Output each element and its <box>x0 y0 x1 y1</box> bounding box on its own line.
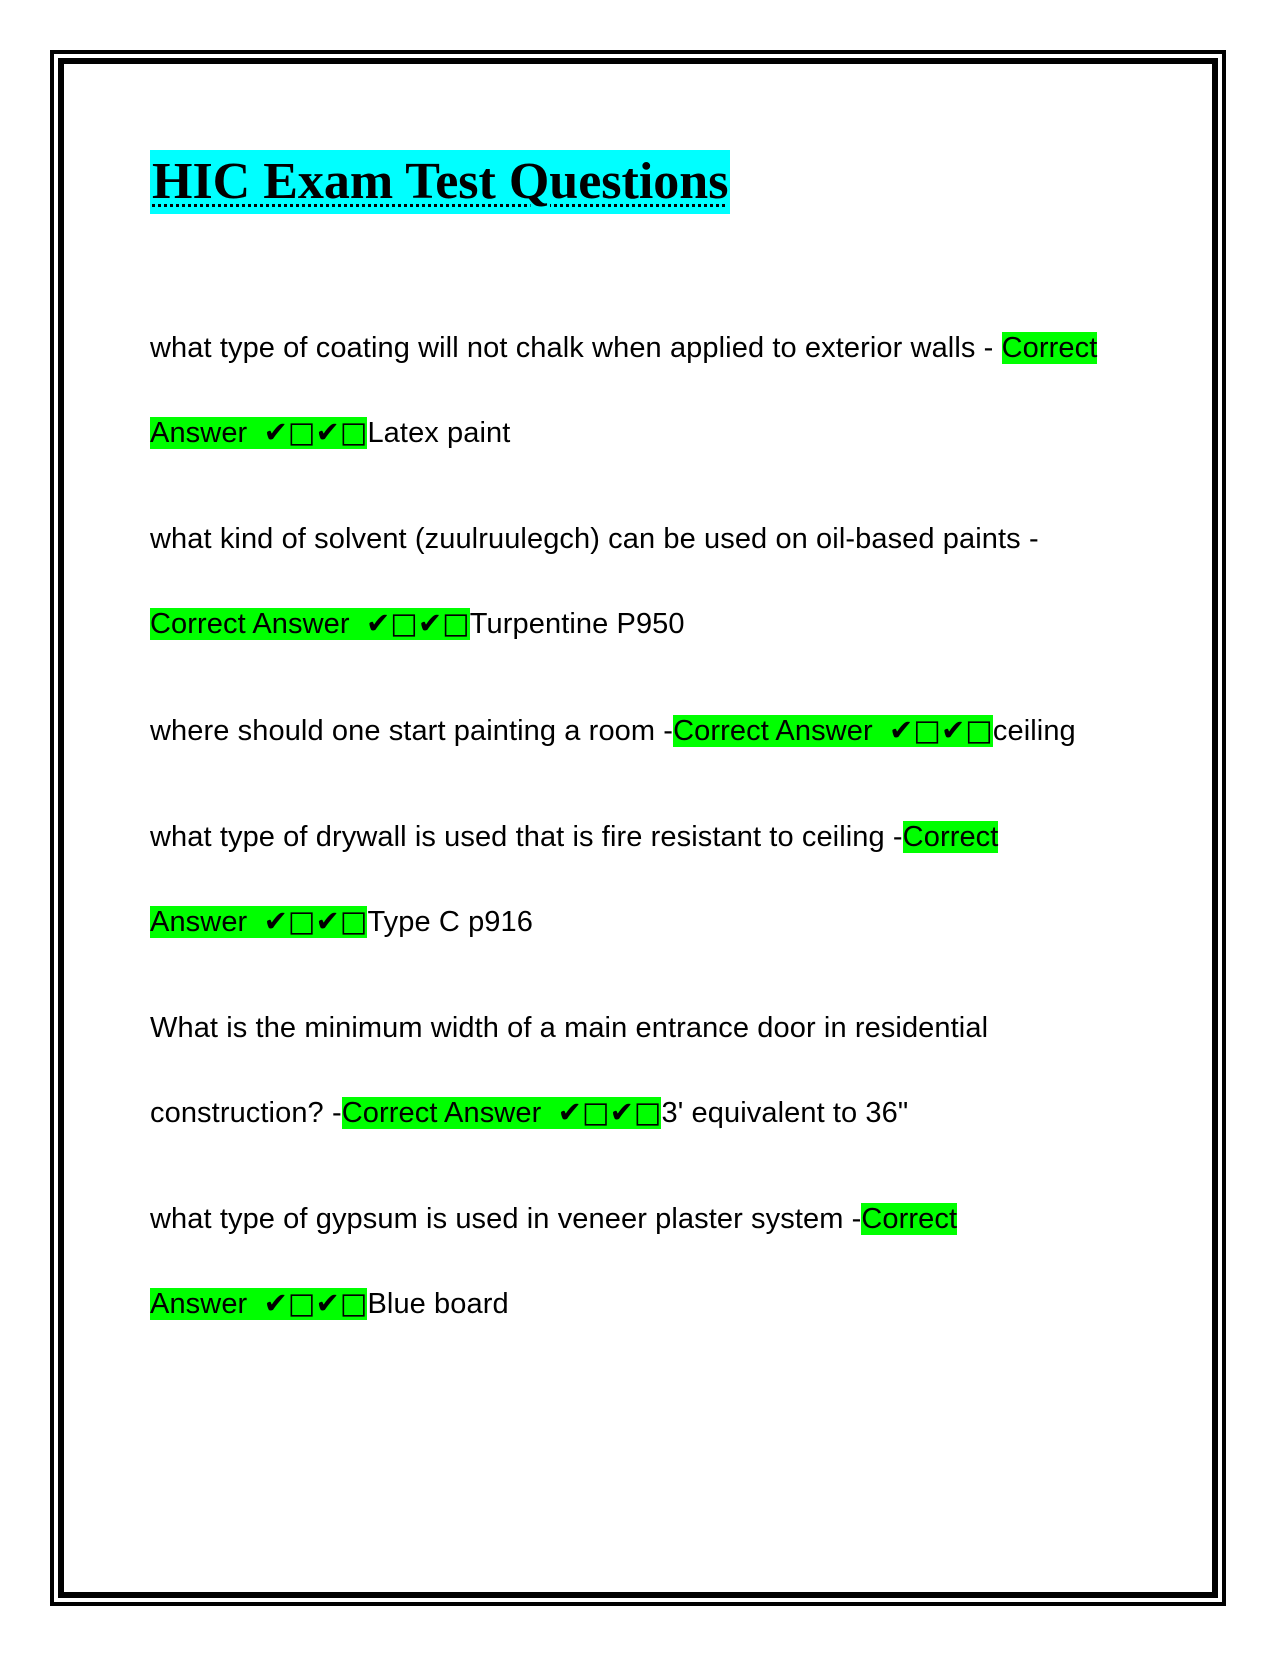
qa-item <box>150 688 1130 773</box>
answer-text: Blue board <box>367 1288 509 1320</box>
question-text: where should one start painting a room - <box>150 715 674 747</box>
check-marks-icon: ✔□✔□ <box>889 713 993 747</box>
check-marks-icon: ✔□✔□ <box>365 606 470 640</box>
answer-text: ceiling <box>992 715 1076 747</box>
question-text: what kind of solvent (zuulruulegch) can be used on oil-based paints - <box>150 523 1039 555</box>
check-marks-icon: ✔□✔□ <box>263 904 368 938</box>
answer-label: Correct Answer <box>673 715 873 747</box>
qa-item <box>150 497 1130 666</box>
qa-item <box>150 986 1130 1155</box>
answer-highlight <box>342 1097 662 1129</box>
answer-text: Turpentine P950 <box>469 608 685 640</box>
answer-label: Correct Answer <box>341 1097 542 1129</box>
question-text: what type of drywall is used that is fire resistant to ceiling - <box>150 821 903 853</box>
qa-list <box>150 306 1130 1346</box>
check-marks-icon: ✔□✔□ <box>263 415 368 449</box>
answer-highlight <box>673 715 993 747</box>
question-text: what type of coating will not chalk when applied to exterior walls - <box>150 332 994 364</box>
answer-highlight <box>150 608 470 640</box>
answer-label: Correct Answer <box>150 821 999 938</box>
question-text: What is the minimum width of a main entrance door in residential construction? - <box>150 1012 989 1129</box>
answer-text: Latex paint <box>367 417 511 449</box>
document-title: HIC Exam Test Questions <box>150 150 730 214</box>
qa-item <box>150 1177 1130 1346</box>
qa-item <box>150 795 1130 964</box>
document-body <box>150 150 1130 1368</box>
answer-label: Correct Answer <box>150 1203 958 1320</box>
answer-text: Type C p916 <box>367 906 533 938</box>
answer-text: 3' equivalent to 36" <box>661 1097 909 1129</box>
question-text: what type of gypsum is used in veneer plaster system - <box>150 1203 862 1235</box>
answer-label: Correct Answer <box>150 608 350 640</box>
check-marks-icon: ✔□✔□ <box>557 1095 662 1129</box>
qa-item <box>150 306 1130 475</box>
check-marks-icon: ✔□✔□ <box>263 1286 368 1320</box>
answer-label: Correct Answer <box>150 332 1098 449</box>
